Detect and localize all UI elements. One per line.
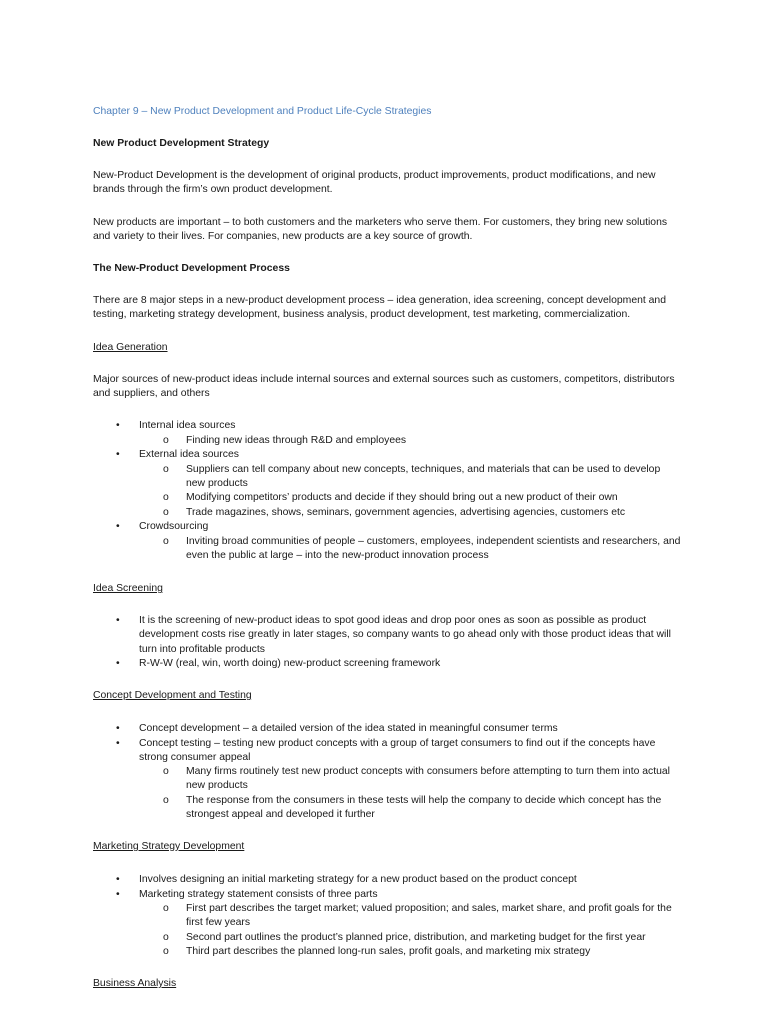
list-item-text: Crowdsourcing — [139, 521, 209, 532]
sub-list-item-text: First part describes the target market; valued proposition; and sales, market share, and profit goals for the first few years — [186, 903, 672, 929]
sub-bullet-icon: o — [163, 435, 169, 446]
subheading-business-analysis: Business Analysis — [93, 978, 177, 989]
list-item-text: Concept development – a detailed version of the idea stated in meaningful consumer terms — [139, 723, 558, 734]
bullet-icon: • — [116, 449, 120, 460]
list-item-text: It is the screening of new-product ideas to spot good ideas and drop poor ones as soon as possible as product development costs rise greatly in later stages, so company wants to go ahead only with those product ideas that will turn into profitable products — [139, 615, 671, 655]
sub-list-item-text: Finding new ideas through R&D and employees — [186, 435, 407, 446]
section-heading-npd-process: The New-Product Development Process — [93, 263, 290, 274]
list-item-text: Internal idea sources — [139, 420, 236, 431]
sub-bullet-icon: o — [163, 492, 169, 503]
list-item-text: Marketing strategy statement consists of three parts — [139, 889, 378, 900]
paragraph: Major sources of new-product ideas include internal sources and external sources such as customers, competitors, distributors and suppliers, and others — [93, 374, 675, 400]
list-item-text: Involves designing an initial marketing strategy for a new product based on the product concept — [139, 874, 577, 885]
paragraph: New-Product Development is the development of original products, product improvements, product modifications, and new brands through the firm’s own product development. — [93, 170, 656, 196]
subheading-marketing-strategy: Marketing Strategy Development — [93, 841, 245, 852]
sub-bullet-icon: o — [163, 946, 169, 957]
sub-list-item-text: Modifying competitors’ products and decide if they should bring out a new product of their own — [186, 492, 618, 503]
list-item-text: R-W-W (real, win, worth doing) new-product screening framework — [139, 658, 441, 669]
bullet-icon: • — [116, 874, 120, 885]
bullet-icon: • — [116, 738, 120, 749]
sub-bullet-icon: o — [163, 507, 169, 518]
bullet-icon: • — [116, 658, 120, 669]
list-item-text: External idea sources — [139, 449, 239, 460]
bullet-icon: • — [116, 615, 120, 626]
list-item-text: Concept testing – testing new product concepts with a group of target consumers to find out if the concepts have strong consumer appeal — [139, 738, 656, 764]
bullet-icon: • — [116, 723, 120, 734]
bullet-icon: • — [116, 420, 120, 431]
subheading-idea-generation: Idea Generation — [93, 342, 168, 353]
section-heading-npd-strategy: New Product Development Strategy — [93, 138, 270, 149]
chapter-title: Chapter 9 – New Product Development and Product Life-Cycle Strategies — [93, 106, 432, 117]
sub-list-item-text: Many firms routinely test new product concepts with consumers before attempting to turn them into actual new products — [186, 766, 670, 792]
sub-bullet-icon: o — [163, 903, 169, 914]
sub-list-item-text: Suppliers can tell company about new concepts, techniques, and materials that can be used to develop new products — [186, 464, 661, 490]
subheading-concept-development: Concept Development and Testing — [93, 690, 252, 701]
sub-list-item-text: The response from the consumers in these tests will help the company to decide which concept has the strongest appeal and developed it further — [186, 795, 662, 821]
sub-bullet-icon: o — [163, 464, 169, 475]
subheading-idea-screening: Idea Screening — [93, 583, 163, 594]
sub-bullet-icon: o — [163, 536, 169, 547]
sub-list-item-text: Third part describes the planned long-run sales, profit goals, and marketing mix strategy — [186, 946, 591, 957]
sub-bullet-icon: o — [163, 932, 169, 943]
sub-bullet-icon: o — [163, 795, 169, 806]
sub-list-item-text: Trade magazines, shows, seminars, government agencies, advertising agencies, customers etc — [186, 507, 626, 518]
sub-bullet-icon: o — [163, 766, 169, 777]
sub-list-item-text: Second part outlines the product’s planned price, distribution, and marketing budget for the first year — [186, 932, 646, 943]
sub-list-item-text: Inviting broad communities of people – customers, employees, independent scientists and researchers, and even the public at large – into the new-product innovation process — [186, 536, 681, 562]
bullet-icon: • — [116, 889, 120, 900]
bullet-icon: • — [116, 521, 120, 532]
paragraph: There are 8 major steps in a new-product development process – idea generation, idea screening, concept development and testing, marketing strategy development, business analysis, product development, test marketing, commercialization. — [93, 295, 666, 321]
paragraph: New products are important – to both customers and the marketers who serve them. For customers, they bring new solutions and variety to their lives. For companies, new products are a key source of growth. — [93, 217, 668, 243]
